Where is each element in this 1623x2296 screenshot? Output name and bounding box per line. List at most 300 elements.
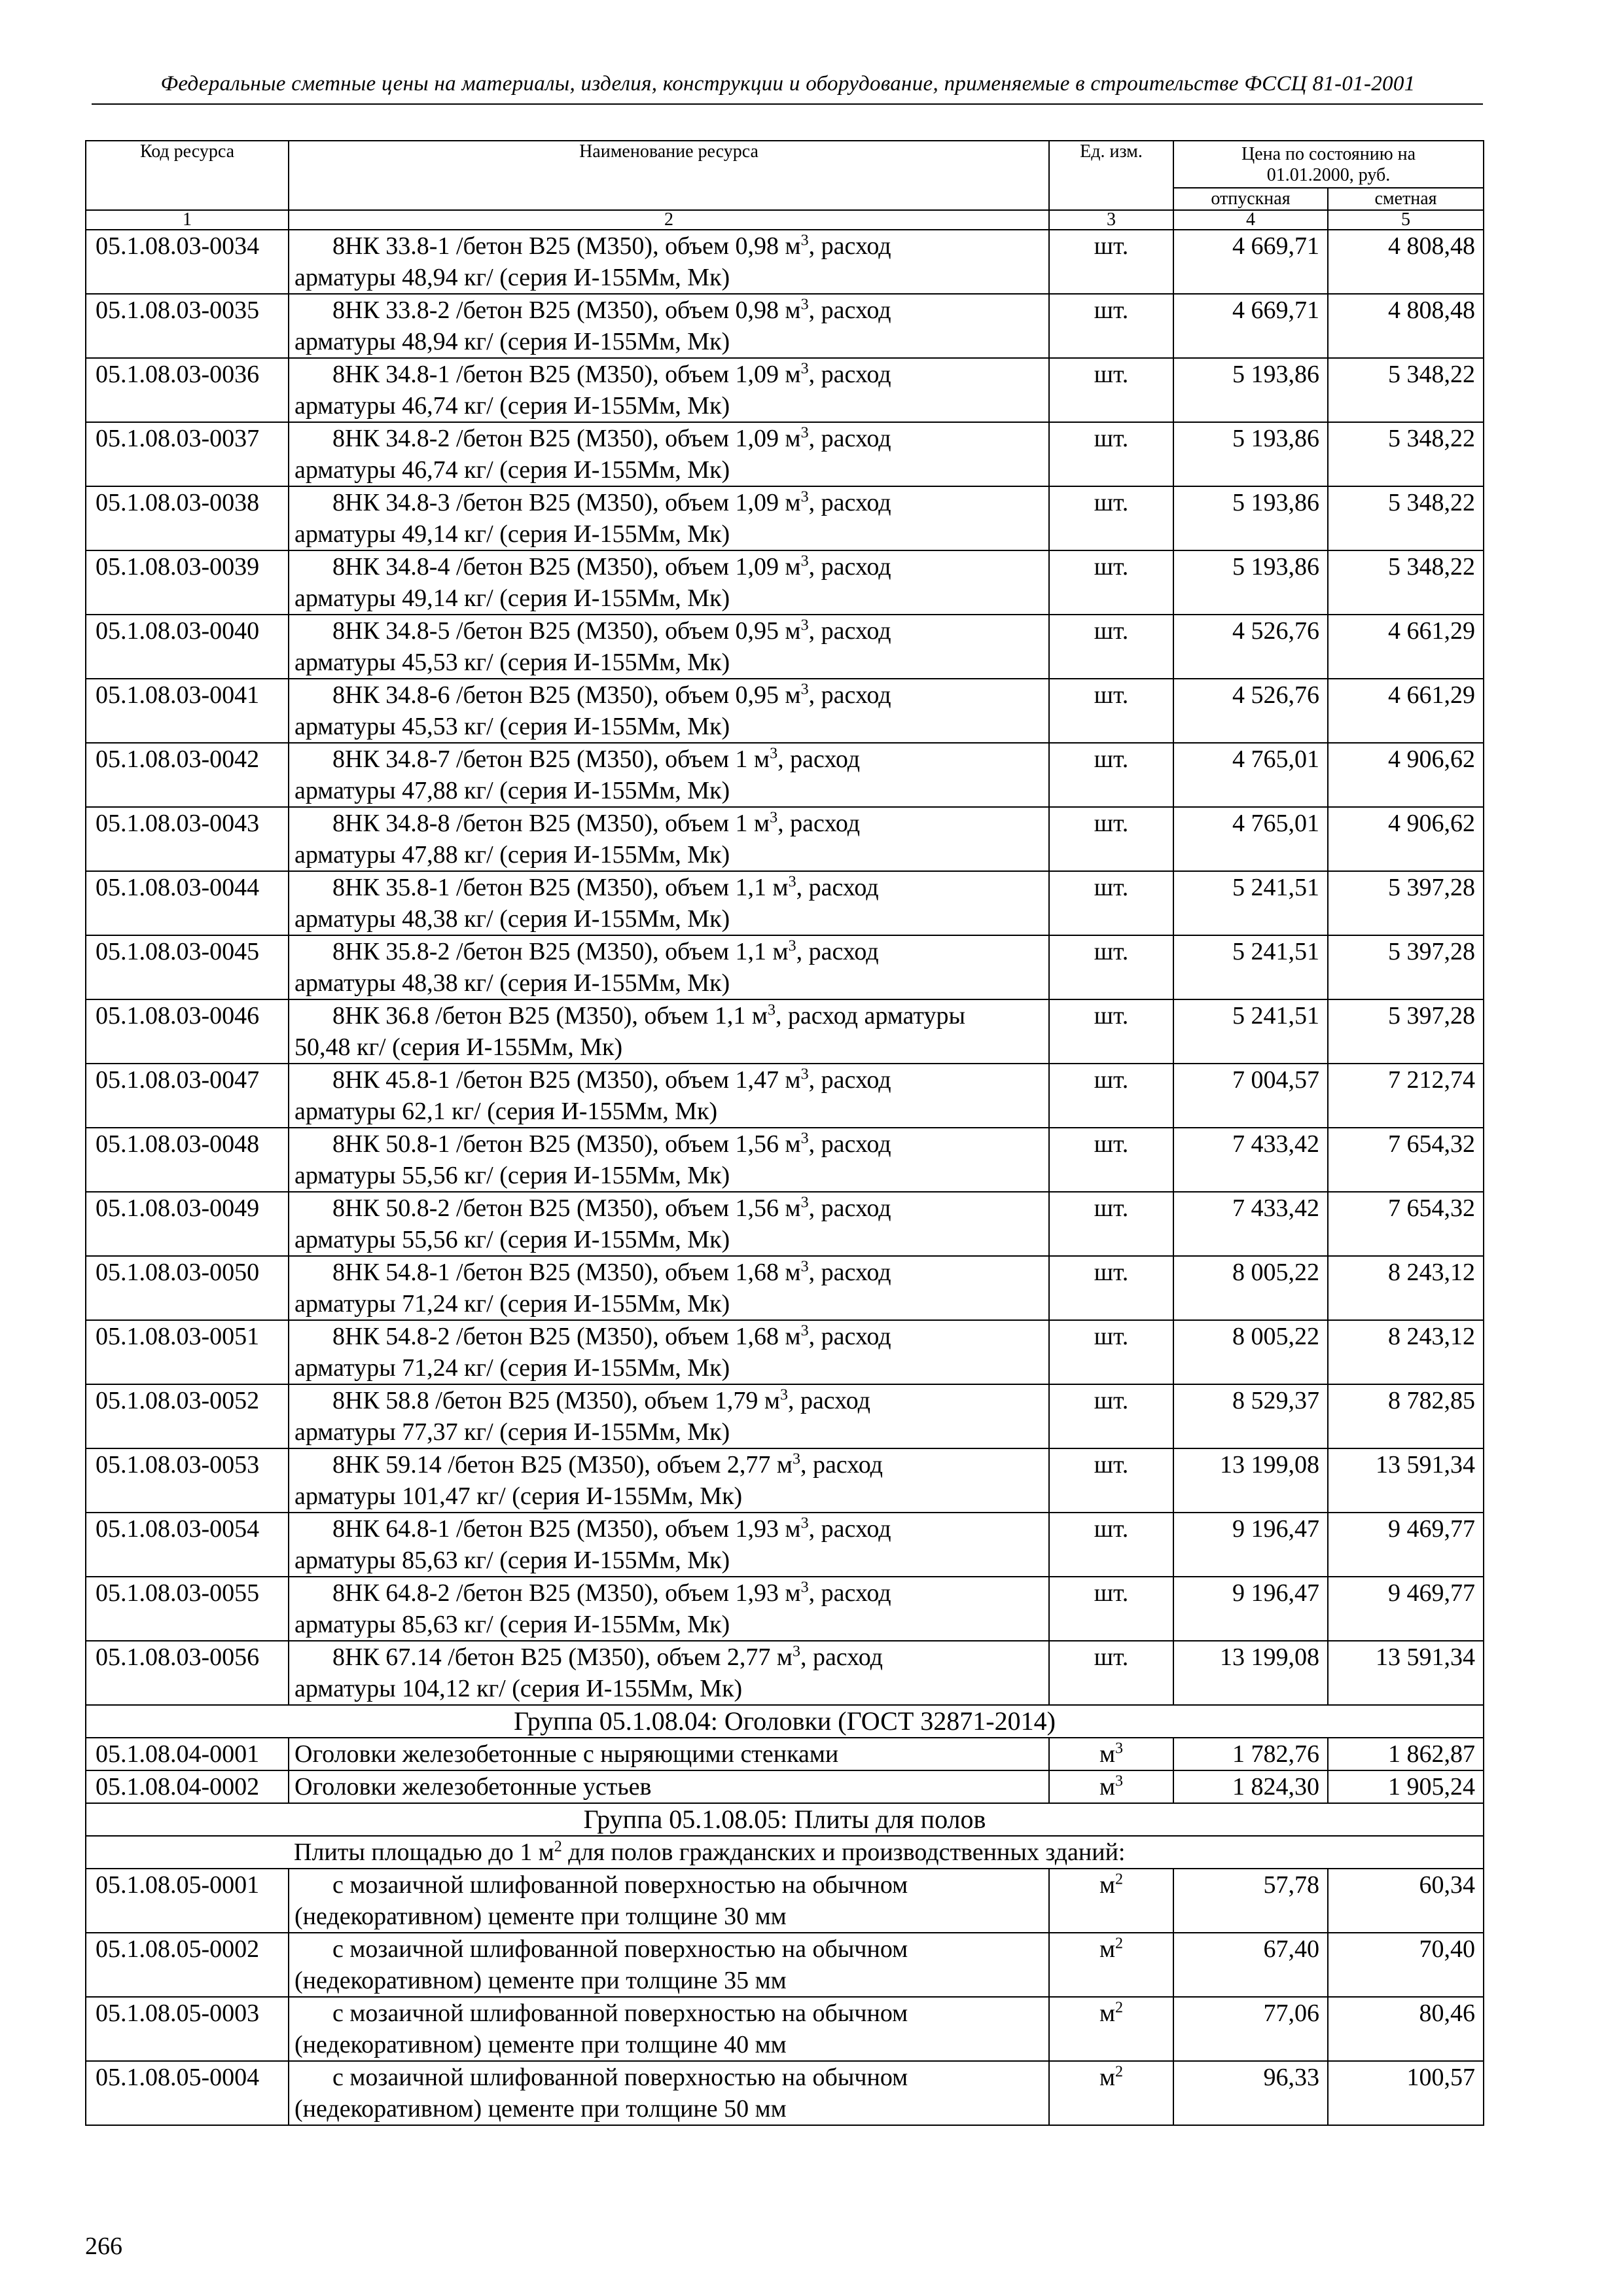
- resource-code: 05.1.08.03-0053: [96, 1451, 260, 1479]
- release-price-cell: [1173, 1513, 1328, 1577]
- estimate-price: 9 469,77: [1388, 1515, 1475, 1543]
- resource-name-text: , расход арматуры: [775, 1002, 966, 1030]
- estimate-price: 60,34: [1419, 1871, 1475, 1899]
- table-row: [86, 1384, 1484, 1448]
- resource-code-cell: [86, 807, 289, 871]
- resource-name-text: 8НК 64.8-2 /бетон В25 (М350), объем 1,93 м: [332, 1579, 801, 1607]
- resource-code-cell: [86, 1997, 289, 2061]
- release-price: 4 765,01: [1232, 745, 1319, 773]
- resource-name-text: 8НК 34.8-8 /бетон В25 (М350), объем 1 м: [332, 810, 770, 837]
- resource-name-cell: [289, 999, 1049, 1064]
- superscript-3: 3: [800, 1515, 809, 1532]
- resource-code: 05.1.08.03-0050: [96, 1259, 260, 1286]
- unit-cell: [1049, 422, 1173, 486]
- resource-code-cell: [86, 1128, 289, 1192]
- resource-name-cell: [289, 1192, 1049, 1256]
- resource-name-cell: [289, 2061, 1049, 2125]
- unit-cell: [1049, 871, 1173, 935]
- column-number: 4: [1173, 210, 1328, 230]
- resource-code: 05.1.08.03-0051: [96, 1323, 260, 1350]
- resource-name-cell: [289, 358, 1049, 422]
- resource-name-text: , расход: [808, 553, 891, 581]
- superscript-3: 3: [779, 1386, 788, 1404]
- resource-code: 05.1.08.03-0048: [96, 1130, 260, 1158]
- estimate-price-cell: [1328, 1448, 1484, 1513]
- estimate-price: 4 661,29: [1388, 681, 1475, 709]
- resource-name-text: , расход: [808, 681, 891, 709]
- table-row: [86, 1933, 1484, 1997]
- unit-cell: [1049, 1933, 1173, 1997]
- resource-name-line-1: [294, 1321, 1048, 1352]
- estimate-price: 4 808,48: [1388, 296, 1475, 324]
- unit-value: шт.: [1094, 617, 1129, 645]
- release-price-cell: [1173, 999, 1328, 1064]
- estimate-price: 8 243,12: [1388, 1323, 1475, 1350]
- superscript-3: 3: [788, 873, 796, 891]
- resource-name-text: , расход: [787, 1387, 870, 1414]
- release-price-cell: [1173, 358, 1328, 422]
- group-heading: Группа 05.1.08.05: Плиты для полов: [86, 1803, 1484, 1836]
- resource-code-cell: [86, 1933, 289, 1997]
- release-price: 7 433,42: [1232, 1194, 1319, 1222]
- superscript-3: 3: [800, 617, 809, 634]
- release-price-cell: [1173, 230, 1328, 294]
- resource-code-cell: [86, 743, 289, 807]
- unit-cell: [1049, 2061, 1173, 2125]
- release-price-cell: [1173, 1064, 1328, 1128]
- resource-name-line-2: арматуры 48,38 кг/ (серия И-155Мм, Мк): [294, 969, 730, 997]
- resource-code-cell: [86, 358, 289, 422]
- resource-code: 05.1.08.03-0035: [96, 296, 260, 324]
- superscript-2: 2: [554, 1838, 562, 1856]
- unit-value: м: [1099, 2000, 1116, 2027]
- resource-name-line-2: арматуры 55,56 кг/ (серия И-155Мм, Мк): [294, 1226, 730, 1253]
- table-row: [86, 999, 1484, 1064]
- col-header-name: Наименование ресурса: [289, 141, 1049, 210]
- resource-name-line-1: [294, 1193, 1048, 1224]
- resource-name-text: , расход: [808, 1066, 891, 1094]
- estimate-price-cell: [1328, 1770, 1484, 1803]
- resource-name-text: 8НК 34.8-2 /бетон В25 (М350), объем 1,09 м: [332, 425, 801, 452]
- estimate-price: 70,40: [1419, 1935, 1475, 1963]
- header-rule: [92, 103, 1483, 105]
- resource-name-text: 8НК 33.8-1 /бетон В25 (М350), объем 0,98 м: [332, 232, 801, 260]
- resource-code: 05.1.08.03-0054: [96, 1515, 260, 1543]
- estimate-price: 5 397,28: [1388, 1002, 1475, 1030]
- release-price-cell: [1173, 871, 1328, 935]
- unit-value: м: [1099, 1871, 1116, 1899]
- column-number-row: [86, 210, 1484, 230]
- release-price-cell: [1173, 1738, 1328, 1770]
- resource-name-line-1: [294, 1257, 1048, 1288]
- resource-code: 05.1.08.03-0047: [96, 1066, 260, 1094]
- resource-name-line-1: [294, 1577, 1048, 1609]
- resource-name-line-1: [294, 1385, 1048, 1416]
- unit-cell: [1049, 615, 1173, 679]
- resource-code-cell: [86, 871, 289, 935]
- unit-cell: [1049, 294, 1173, 358]
- resource-name-text: 8НК 35.8-1 /бетон В25 (М350), объем 1,1 м: [332, 874, 789, 901]
- subheading-row: [86, 1836, 1484, 1869]
- estimate-price-cell: [1328, 1128, 1484, 1192]
- release-price: 13 199,08: [1220, 1451, 1319, 1479]
- estimate-price-cell: [1328, 1577, 1484, 1641]
- unit-value: шт.: [1094, 553, 1129, 581]
- estimate-price: 5 348,22: [1388, 553, 1475, 581]
- running-header: Федеральные сметные цены на материалы, изделия, конструкции и оборудование, применяемые в строительстве ФССЦ 81-01-2001: [160, 72, 1416, 96]
- estimate-price: 13 591,34: [1376, 1643, 1475, 1671]
- release-price: 5 193,86: [1232, 553, 1319, 581]
- resource-name-cell: [289, 1641, 1049, 1705]
- release-price: 9 196,47: [1232, 1579, 1319, 1607]
- estimate-price-cell: [1328, 358, 1484, 422]
- unit-value: шт.: [1094, 361, 1129, 388]
- table-row: [86, 1256, 1484, 1320]
- unit-value: м: [1099, 1773, 1116, 1801]
- resource-name-text: , расход: [808, 1130, 891, 1158]
- unit-cell: [1049, 230, 1173, 294]
- release-price-cell: [1173, 1933, 1328, 1997]
- resource-name-cell: [289, 807, 1049, 871]
- resource-code: 05.1.08.05-0002: [96, 1935, 260, 1963]
- table-row: [86, 1641, 1484, 1705]
- unit-value: шт.: [1094, 232, 1129, 260]
- table-row: [86, 1448, 1484, 1513]
- resource-name-line-2: арматуры 62,1 кг/ (серия И-155Мм, Мк): [294, 1098, 718, 1125]
- superscript-3: 3: [770, 745, 778, 762]
- unit-cell: [1049, 1320, 1173, 1384]
- subheading-text: Плиты площадью до 1 м: [294, 1839, 554, 1866]
- resource-code-cell: [86, 1448, 289, 1513]
- resource-name-cell: [289, 486, 1049, 550]
- release-price: 9 196,47: [1232, 1515, 1319, 1543]
- resource-code: 05.1.08.04-0001: [96, 1740, 260, 1768]
- resource-code: 05.1.08.03-0042: [96, 745, 260, 773]
- release-price-cell: [1173, 1320, 1328, 1384]
- superscript-3: 3: [800, 1322, 809, 1340]
- estimate-price: 5 348,22: [1388, 361, 1475, 388]
- resource-name-line-2: арматуры 85,63 кг/ (серия И-155Мм, Мк): [294, 1547, 730, 1574]
- table-row: [86, 550, 1484, 615]
- estimate-price-cell: [1328, 615, 1484, 679]
- superscript-3: 3: [800, 296, 809, 314]
- resource-name-text: , расход: [808, 296, 891, 324]
- resource-name-line-1: с мозаичной шлифованной поверхностью на обычном: [332, 2000, 908, 2027]
- resource-name-cell: [289, 1448, 1049, 1513]
- unit-value: шт.: [1094, 1066, 1129, 1094]
- resource-code-cell: [86, 615, 289, 679]
- resource-name-line-1: [294, 679, 1048, 711]
- table-row: [86, 2061, 1484, 2125]
- superscript-3: 3: [800, 1130, 809, 1147]
- estimate-price-cell: [1328, 1738, 1484, 1770]
- estimate-price: 100,57: [1406, 2064, 1475, 2091]
- resource-code-cell: [86, 1641, 289, 1705]
- resource-code: 05.1.08.03-0045: [96, 938, 260, 965]
- estimate-price-cell: [1328, 1384, 1484, 1448]
- resource-name-cell: [289, 935, 1049, 999]
- superscript-3: 3: [800, 1194, 809, 1211]
- resource-code: 05.1.08.03-0041: [96, 681, 260, 709]
- unit-value: шт.: [1094, 1194, 1129, 1222]
- resource-name-cell: [289, 1869, 1049, 1933]
- release-price-cell: [1173, 486, 1328, 550]
- release-price-cell: [1173, 1869, 1328, 1933]
- table-row: [86, 1320, 1484, 1384]
- unit-cell: [1049, 486, 1173, 550]
- estimate-price-cell: [1328, 1997, 1484, 2061]
- estimate-price: 80,46: [1419, 2000, 1475, 2027]
- unit-value: шт.: [1094, 1451, 1129, 1479]
- resource-name-cell: [289, 871, 1049, 935]
- resource-name-text: 8НК 34.8-1 /бетон В25 (М350), объем 1,09 м: [332, 361, 801, 388]
- superscript-3: 3: [800, 1258, 809, 1276]
- resource-name-line-2: арматуры 46,74 кг/ (серия И-155Мм, Мк): [294, 456, 730, 484]
- estimate-price-cell: [1328, 743, 1484, 807]
- release-price-cell: [1173, 294, 1328, 358]
- resource-name-text: 8НК 36.8 /бетон В25 (М350), объем 1,1 м: [332, 1002, 768, 1030]
- release-price: 77,06: [1263, 2000, 1319, 2027]
- resource-name-text: , расход: [808, 1194, 891, 1222]
- resource-name-cell: [289, 1933, 1049, 1997]
- resource-name-text: , расход: [808, 1515, 891, 1543]
- superscript-3: 3: [1115, 1772, 1124, 1790]
- resource-name-cell: [289, 1513, 1049, 1577]
- unit-value: шт.: [1094, 810, 1129, 837]
- resource-code: 05.1.08.03-0049: [96, 1194, 260, 1222]
- unit-value: шт.: [1094, 681, 1129, 709]
- estimate-price-cell: [1328, 807, 1484, 871]
- release-price: 8 529,37: [1232, 1387, 1319, 1414]
- unit-cell: [1049, 999, 1173, 1064]
- superscript-3: 3: [800, 232, 809, 249]
- superscript-3: 3: [800, 360, 809, 378]
- resource-name-line-1: [294, 295, 1048, 326]
- superscript-3: 3: [1115, 1740, 1124, 1757]
- table-row: [86, 1738, 1484, 1770]
- resource-name-line-2: арматуры 49,14 кг/ (серия И-155Мм, Мк): [294, 520, 730, 548]
- estimate-price-cell: [1328, 935, 1484, 999]
- release-price: 5 193,86: [1232, 489, 1319, 516]
- table-row: [86, 935, 1484, 999]
- superscript-3: 3: [788, 937, 796, 955]
- resource-name-text: , расход: [800, 1643, 883, 1671]
- table-row: [86, 1869, 1484, 1933]
- resource-name-text: 8НК 34.8-7 /бетон В25 (М350), объем 1 м: [332, 745, 770, 773]
- resource-name-line-1: с мозаичной шлифованной поверхностью на обычном: [332, 1871, 908, 1899]
- superscript-3: 3: [770, 809, 778, 827]
- unit-cell: [1049, 1770, 1173, 1803]
- resource-name-cell: [289, 1128, 1049, 1192]
- resource-code: 05.1.08.05-0001: [96, 1871, 260, 1899]
- release-price: 4 669,71: [1232, 232, 1319, 260]
- resource-code-cell: [86, 1192, 289, 1256]
- unit-cell: [1049, 1577, 1173, 1641]
- table-row: [86, 679, 1484, 743]
- unit-cell: [1049, 743, 1173, 807]
- resource-code-cell: [86, 1064, 289, 1128]
- unit-cell: [1049, 679, 1173, 743]
- release-price: 4 765,01: [1232, 810, 1319, 837]
- release-price: 8 005,22: [1232, 1323, 1319, 1350]
- resource-name-line-2: арматуры 85,63 кг/ (серия И-155Мм, Мк): [294, 1611, 730, 1638]
- unit-cell: [1049, 550, 1173, 615]
- release-price-cell: [1173, 615, 1328, 679]
- estimate-price-cell: [1328, 294, 1484, 358]
- unit-value: шт.: [1094, 1259, 1129, 1286]
- group-heading-row: [86, 1803, 1484, 1836]
- estimate-price: 5 397,28: [1388, 874, 1475, 901]
- resource-code-cell: [86, 1869, 289, 1933]
- resource-name-cell: [289, 550, 1049, 615]
- resource-name-line-1: [294, 487, 1048, 518]
- unit-value: шт.: [1094, 1643, 1129, 1671]
- unit-cell: [1049, 1064, 1173, 1128]
- table-row: [86, 1192, 1484, 1256]
- estimate-price-cell: [1328, 1256, 1484, 1320]
- estimate-price-cell: [1328, 871, 1484, 935]
- col-header-price: Цена по состоянию на 01.01.2000, руб.: [1173, 141, 1484, 188]
- resource-code-cell: [86, 1256, 289, 1320]
- resource-name-text: 8НК 33.8-2 /бетон В25 (М350), объем 0,98 м: [332, 296, 801, 324]
- unit-value: шт.: [1094, 1002, 1129, 1030]
- release-price: 4 526,76: [1232, 617, 1319, 645]
- release-price: 5 241,51: [1232, 1002, 1319, 1030]
- unit-cell: [1049, 1128, 1173, 1192]
- resource-name-cell: [289, 294, 1049, 358]
- resource-name-text: 8НК 34.8-4 /бетон В25 (М350), объем 1,09 м: [332, 553, 801, 581]
- resource-name-text: , расход: [808, 425, 891, 452]
- table-row: [86, 486, 1484, 550]
- release-price-cell: [1173, 550, 1328, 615]
- column-number: 2: [289, 210, 1049, 230]
- unit-value: шт.: [1094, 489, 1129, 516]
- release-price: 4 669,71: [1232, 296, 1319, 324]
- resource-name-line-1: [294, 359, 1048, 390]
- price-table: [85, 140, 1484, 2126]
- resource-name-text: 8НК 45.8-1 /бетон В25 (М350), объем 1,47 м: [332, 1066, 801, 1094]
- resource-name: Оголовки железобетонные с ныряющими стенками: [294, 1740, 839, 1768]
- resource-name-line-1: [294, 872, 1048, 903]
- estimate-price: 7 212,74: [1388, 1066, 1475, 1094]
- superscript-3: 3: [767, 1001, 776, 1019]
- resource-name-line-1: [294, 1449, 1048, 1480]
- release-price: 4 526,76: [1232, 681, 1319, 709]
- release-price: 67,40: [1263, 1935, 1319, 1963]
- unit-cell: [1049, 807, 1173, 871]
- release-price: 1 782,76: [1232, 1740, 1319, 1768]
- release-price: 96,33: [1263, 2064, 1319, 2091]
- resource-name-line-2: (недекоративном) цементе при толщине 50 мм: [294, 2095, 787, 2123]
- superscript-3: 3: [800, 1066, 809, 1083]
- resource-code: 05.1.08.03-0036: [96, 361, 260, 388]
- resource-name-line-1: [294, 551, 1048, 583]
- resource-name-line-1: [294, 744, 1048, 775]
- release-price-cell: [1173, 1770, 1328, 1803]
- release-price-cell: [1173, 422, 1328, 486]
- resource-name-line-1: с мозаичной шлифованной поверхностью на обычном: [332, 2064, 908, 2091]
- resource-name-line-2: (недекоративном) цементе при толщине 30 мм: [294, 1903, 787, 1930]
- estimate-price: 5 348,22: [1388, 425, 1475, 452]
- table-header-row: [86, 141, 1484, 188]
- unit-value: шт.: [1094, 296, 1129, 324]
- resource-name-cell: [289, 1577, 1049, 1641]
- resource-name-line-2: арматуры 46,74 кг/ (серия И-155Мм, Мк): [294, 392, 730, 420]
- table-row: [86, 1064, 1484, 1128]
- resource-name-line-2: арматуры 48,94 кг/ (серия И-155Мм, Мк): [294, 264, 730, 291]
- table-row: [86, 615, 1484, 679]
- estimate-price: 7 654,32: [1388, 1130, 1475, 1158]
- resource-code: 05.1.08.05-0004: [96, 2064, 260, 2091]
- superscript-3: 3: [800, 488, 809, 506]
- unit-value: м: [1099, 1935, 1116, 1963]
- unit-cell: [1049, 935, 1173, 999]
- resource-code-cell: [86, 1513, 289, 1577]
- superscript-3: 3: [800, 1579, 809, 1596]
- resource-name-text: 8НК 50.8-2 /бетон В25 (М350), объем 1,56 м: [332, 1194, 801, 1222]
- resource-code-cell: [86, 294, 289, 358]
- resource-code: 05.1.08.04-0002: [96, 1773, 260, 1801]
- estimate-price: 5 397,28: [1388, 938, 1475, 965]
- resource-name-text: 8НК 34.8-3 /бетон В25 (М350), объем 1,09 м: [332, 489, 801, 516]
- release-price-cell: [1173, 1192, 1328, 1256]
- unit-value: шт.: [1094, 1579, 1129, 1607]
- table-row: [86, 807, 1484, 871]
- superscript-2: 2: [1115, 1871, 1124, 1888]
- resource-name-cell: [289, 1384, 1049, 1448]
- release-price-cell: [1173, 1384, 1328, 1448]
- column-number: 1: [86, 210, 289, 230]
- table-row: [86, 1513, 1484, 1577]
- unit-cell: [1049, 1192, 1173, 1256]
- subheading-empty-cell: [86, 1836, 289, 1869]
- estimate-price-cell: [1328, 1320, 1484, 1384]
- resource-name-text: , расход: [808, 232, 891, 260]
- resource-name-line-1: [294, 1064, 1048, 1096]
- release-price-cell: [1173, 807, 1328, 871]
- superscript-2: 2: [1115, 1999, 1124, 2017]
- release-price-cell: [1173, 1641, 1328, 1705]
- resource-code: 05.1.08.03-0038: [96, 489, 260, 516]
- release-price-cell: [1173, 1997, 1328, 2061]
- resource-name-line-2: (недекоративном) цементе при толщине 35 мм: [294, 1967, 787, 1994]
- resource-name-line-1: [294, 1641, 1048, 1673]
- estimate-price: 9 469,77: [1388, 1579, 1475, 1607]
- estimate-price-cell: [1328, 2061, 1484, 2125]
- resource-name-line-2: 50,48 кг/ (серия И-155Мм, Мк): [294, 1033, 623, 1061]
- resource-name-line-1: [294, 230, 1048, 262]
- page-number: 266: [85, 2233, 122, 2260]
- resource-code-cell: [86, 230, 289, 294]
- unit-cell: [1049, 1738, 1173, 1770]
- unit-value: шт.: [1094, 745, 1129, 773]
- release-price: 5 241,51: [1232, 938, 1319, 965]
- resource-name-line-2: арматуры 47,88 кг/ (серия И-155Мм, Мк): [294, 841, 730, 869]
- release-price: 13 199,08: [1220, 1643, 1319, 1671]
- table-row: [86, 422, 1484, 486]
- release-price-cell: [1173, 679, 1328, 743]
- resource-name-text: 8НК 50.8-1 /бетон В25 (М350), объем 1,56 м: [332, 1130, 801, 1158]
- resource-name-line-1: [294, 936, 1048, 967]
- resource-code-cell: [86, 1320, 289, 1384]
- resource-name-cell: [289, 1320, 1049, 1384]
- estimate-price: 8 782,85: [1388, 1387, 1475, 1414]
- estimate-price-cell: [1328, 550, 1484, 615]
- resource-name-cell: [289, 743, 1049, 807]
- resource-code-cell: [86, 422, 289, 486]
- resource-name-line-2: арматуры 104,12 кг/ (серия И-155Мм, Мк): [294, 1675, 743, 1702]
- release-price: 57,78: [1263, 1871, 1319, 1899]
